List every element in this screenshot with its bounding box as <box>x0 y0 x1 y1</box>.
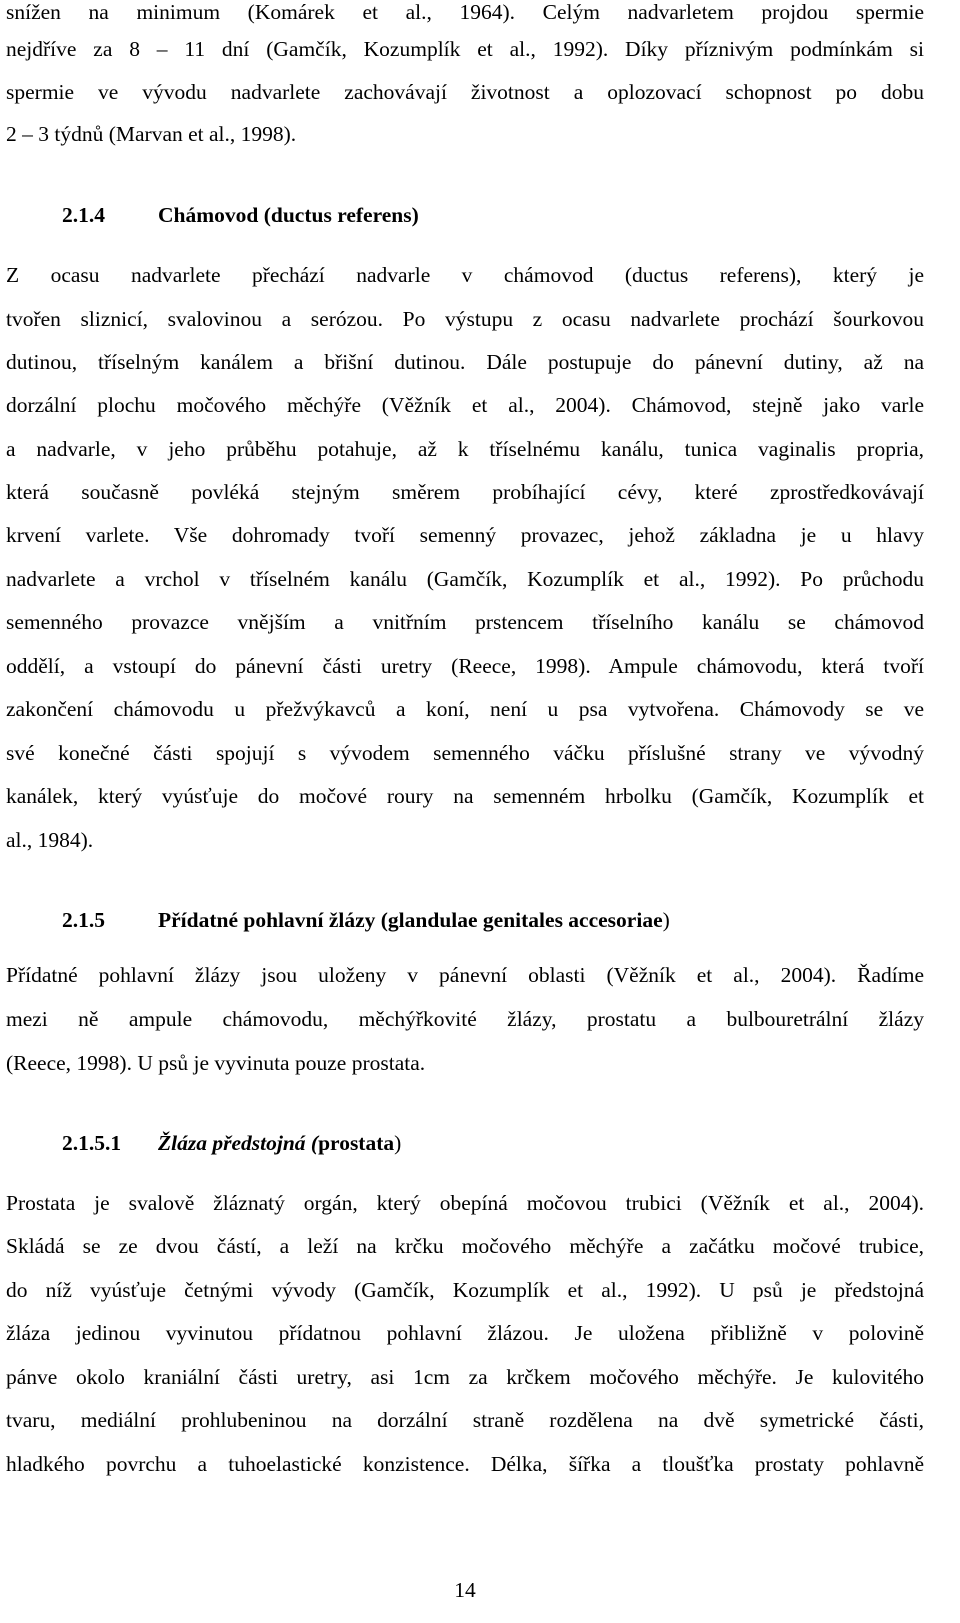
page-number: 14 <box>454 1578 476 1602</box>
text-line: 2 – 3 týdnů (Marvan et al., 1998). <box>6 122 297 146</box>
section-title-italic: Žláza předstojná ( <box>158 1131 319 1155</box>
text-line: Přídatné pohlavní žlázy jsou uloženy v pánevní oblasti (Věžník et al., 2004). Řadíme <box>6 963 924 987</box>
text-line: zakončení chámovodu u přežvýkavců a koní, není u psa vytvořena. Chámovody se ve <box>6 697 924 721</box>
text-line: tvaru, mediální prohlubeninou na dorzální straně rozdělena na dvě symetrické části, <box>6 1408 924 1432</box>
text-line: (Reece, 1998). U psů je vyvinuta pouze prostata. <box>6 1051 426 1075</box>
text-line: al., 1984). <box>6 828 94 852</box>
text-line: Prostata je svalově žláznatý orgán, který obepíná močovou trubici (Věžník et al., 2004). <box>6 1191 924 1215</box>
section-title: Chámovod (ductus referens) <box>158 203 419 227</box>
text-line: dutinou, tříselným kanálem a břišní dutinou. Dále postupuje do pánevní dutiny, až na <box>6 350 924 374</box>
text-line: snížen na minimum (Komárek et al., 1964). Celým nadvarletem projdou spermie <box>6 0 924 24</box>
text-line: oddělí, a vstoupí do pánevní části uretry (Reece, 1998). Ampule chámovodu, která tvoří <box>6 654 924 678</box>
text-line: pánve okolo kraniální části uretry, asi 1cm za krčkem močového měchýře. Je kulovitého <box>6 1365 924 1389</box>
text-line: Skládá se ze dvou částí, a leží na krčku močového měchýře a začátku močové trubice, <box>6 1234 924 1258</box>
text-line: tvořen sliznicí, svalovinou a serózou. Po výstupu z ocasu nadvarlete prochází šourkovou <box>6 307 924 331</box>
text-line: do níž vyúsťuje četnými vývody (Gamčík, Kozumplík et al., 1992). U psů je předstojná <box>6 1278 924 1302</box>
text-line: Z ocasu nadvarlete přechází nadvarle v chámovod (ductus referens), který je <box>6 263 924 287</box>
text-line: a nadvarle, v jeho průběhu potahuje, až k tříselnému kanálu, tunica vaginalis propria, <box>6 437 924 461</box>
text-line: nadvarlete a vrchol v tříselném kanálu (Gamčík, Kozumplík et al., 1992). Po průchodu <box>6 567 924 591</box>
section-title-bold: prostata <box>318 1131 395 1155</box>
section-number: 2.1.5.1 <box>62 1131 122 1155</box>
section-number: 2.1.5 <box>62 908 105 932</box>
section-title <box>158 908 670 932</box>
text-line: která současně povléká stejným směrem probíhající cévy, které zprostředkovávají <box>6 480 924 504</box>
section-title <box>158 1131 401 1155</box>
text-line: kanálek, který vyúsťuje do močové roury na semenném hrbolku (Gamčík, Kozumplík et <box>6 784 924 808</box>
text-line: krvení varlete. Vše dohromady tvoří semenný provazec, jehož základna je u hlavy <box>6 523 924 547</box>
text-line: semenného provazce vnějším a vnitřním prstencem tříselního kanálu se chámovod <box>6 610 924 634</box>
text-line: mezi ně ampule chámovodu, měchýřkovité žlázy, prostatu a bulbouretrální žlázy <box>6 1007 924 1031</box>
text-line: své konečné části spojují s vývodem semenného váčku příslušné strany ve vývodný <box>6 741 924 765</box>
section-title-text: Přídatné pohlavní žlázy (glandulae genitales accesoriae <box>158 908 663 932</box>
text-line: spermie ve vývodu nadvarlete zachovávají životnost a oplozovací schopnost po dobu <box>6 80 924 104</box>
section-number: 2.1.4 <box>62 203 105 227</box>
section-title-close: ) <box>394 1131 402 1155</box>
text-line: žláza jedinou vyvinutou přídatnou pohlavní žlázou. Je uložena přibližně v polovině <box>6 1321 924 1345</box>
text-line: dorzální plochu močového měchýře (Věžník et al., 2004). Chámovod, stejně jako varle <box>6 393 924 417</box>
section-title-close: ) <box>662 908 670 932</box>
text-line: nejdříve za 8 – 11 dní (Gamčík, Kozumplík et al., 1992). Díky příznivým podmínkám si <box>6 37 924 61</box>
text-line: hladkého povrchu a tuhoelastické konzistence. Délka, šířka a tloušťka prostaty pohlavně <box>6 1452 924 1476</box>
